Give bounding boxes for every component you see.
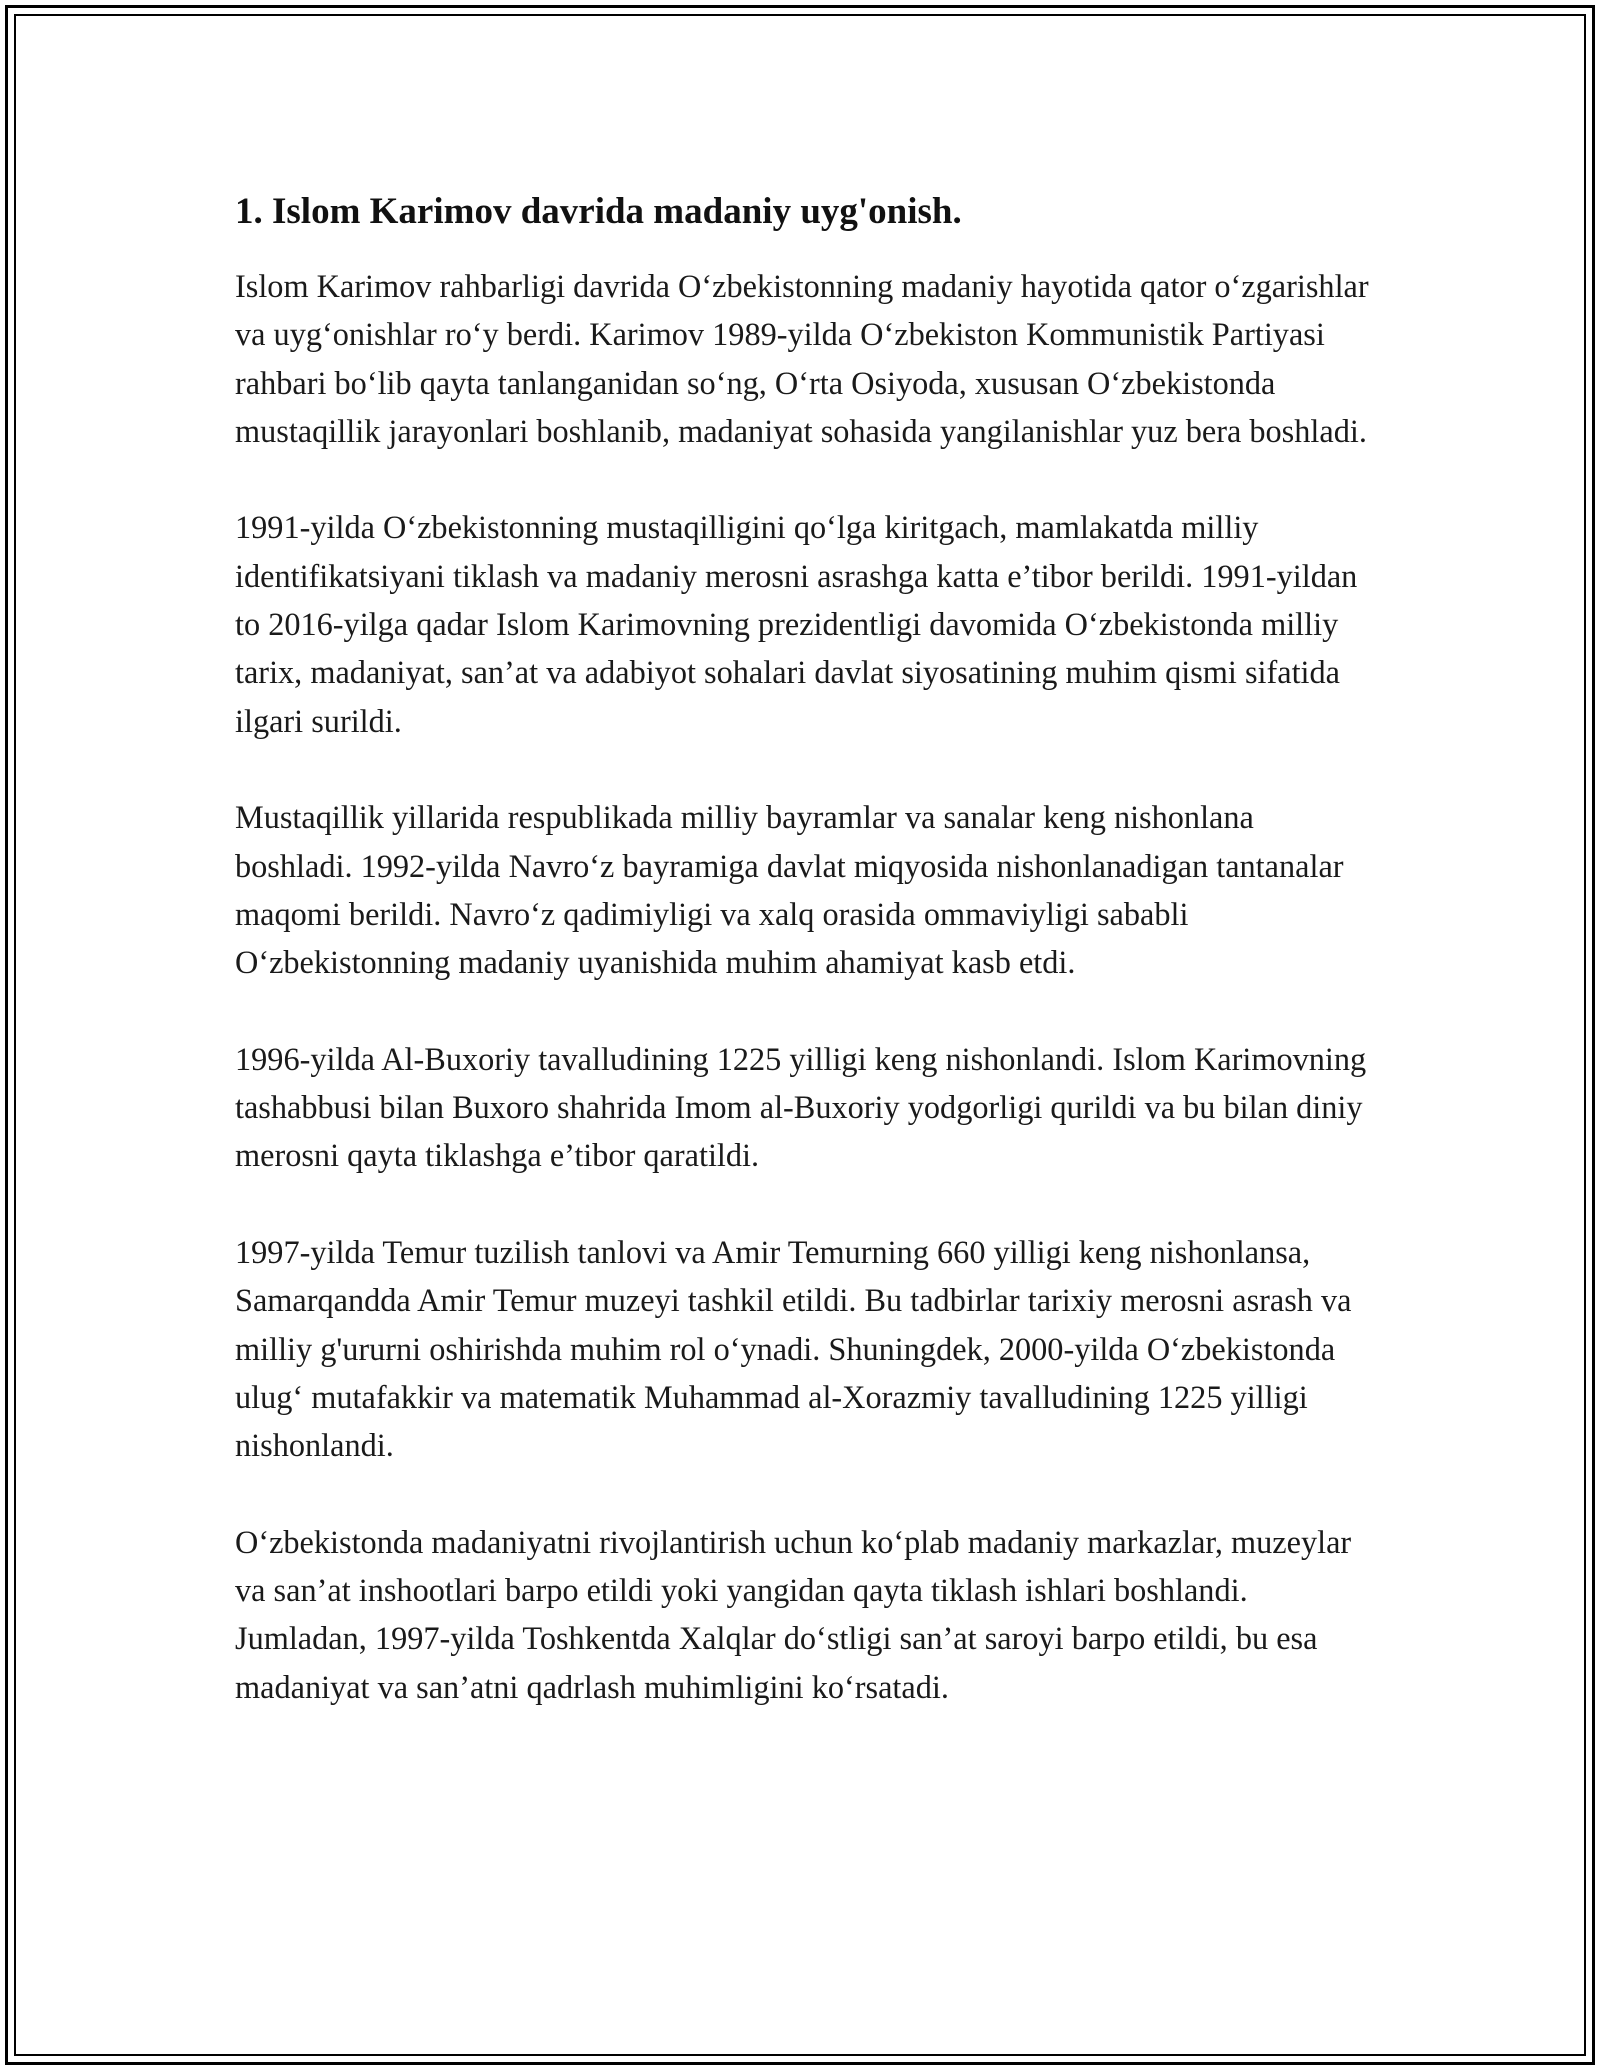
paragraph: 1996-yilda Al-Buxoriy tavalludining 1225 yilligi keng nishonlandi. Islom Karimovning tashabbusi bilan Buxoro shahrida Imom al-Buxoriy yodgorligi qurildi va bu bilan diniy merosni qayta tiklashga e’tibor qaratildi.	[235, 1040, 1367, 1174]
document-body	[235, 188, 1375, 1759]
document-title: 1. Islom Karimov davrida madaniy uyg'onish.	[235, 191, 962, 232]
paragraph: 1997-yilda Temur tuzilish tanlovi va Amir Temurning 660 yilligi keng nishonlansa, Samarqandda Amir Temur muzeyi tashkil etildi. Bu tadbirlar tarixiy merosni asrash va milliy g'ururni oshirishda muhim rol o‘ynadi. Shuningdek, 2000-yilda O‘zbekistonda ulug‘ mutafakkir va matematik Muhammad al-Xorazmiy tavalludining 1225 yilligi nishonlandi.	[235, 1233, 1352, 1464]
paragraph: Mustaqillik yillarida respublikada milliy bayramlar va sanalar keng nishonlana boshladi. 1992-yilda Navro‘z bayramiga davlat miqyosida nishonlanadigan tantanalar maqomi berildi. Navro‘z qadimiyligi va xalq orasida ommaviyligi sababli O‘zbekistonning madaniy uyanishida muhim ahamiyat kasb etdi.	[235, 799, 1344, 981]
paragraph: 1991-yilda O‘zbekistonning mustaqilligini qo‘lga kiritgach, mamlakatda milliy identifikatsiyani tiklash va madaniy merosni asrashga katta e’tibor berildi. 1991-yildan to 2016-yilga qadar Islom Karimovning prezidentligi davomida O‘zbekistonda milliy tarix, madaniyat, san’at va adabiyot sohalari davlat siyosatining muhim qismi sifatida ilgari surildi.	[235, 509, 1358, 739]
paragraph: Islom Karimov rahbarligi davrida O‘zbekistonning madaniy hayotida qator o‘zgarishlar va uyg‘onishlar ro‘y berdi. Karimov 1989-yilda O‘zbekiston Kommunistik Partiyasi rahbari bo‘lib qayta tanlanganidan so‘ng, O‘rta Osiyoda, xususan O‘zbekistonda mustaqillik jarayonlari boshlanib, madaniyat sohasida yangilanishlar yuz bera boshladi.	[235, 268, 1369, 449]
paragraph: O‘zbekistonda madaniyatni rivojlantirish uchun ko‘plab madaniy markazlar, muzeylar va san’at inshootlari barpo etildi yoki yangidan qayta tiklash ishlari boshlandi. Jumladan, 1997-yilda Toshkentda Xalqlar do‘stligi san’at saroyi barpo etildi, bu esa madaniyat va san’atni qadrlash muhimligini ko‘rsatadi.	[235, 1523, 1352, 1705]
